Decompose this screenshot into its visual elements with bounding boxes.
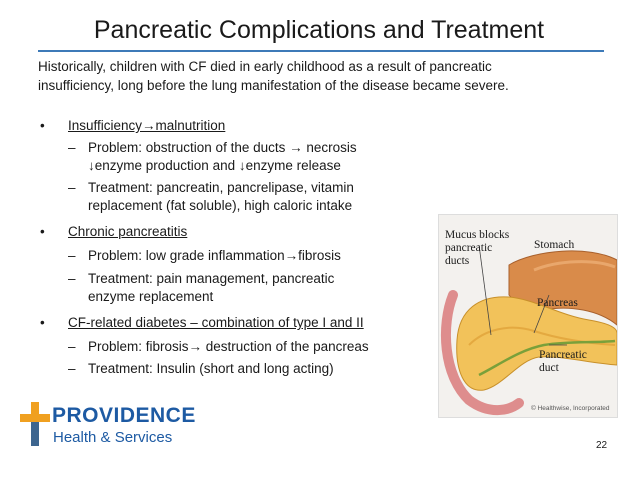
label-line: Pancreatic xyxy=(539,349,587,361)
page-number: 22 xyxy=(596,440,608,451)
intro-paragraph xyxy=(38,57,613,95)
sub-dash: – xyxy=(68,361,76,376)
figure-label-duct xyxy=(539,349,587,375)
logo-subtitle: Health & Services xyxy=(53,429,173,446)
label-line: ducts xyxy=(445,255,470,267)
figure-label-stomach: Stomach xyxy=(534,239,575,251)
bullet-dot: • xyxy=(40,118,45,133)
sub-line: Problem: obstruction of the ducts → necrosis xyxy=(88,140,357,155)
figure-label-mucus xyxy=(445,229,509,268)
slide-title: Pancreatic Complications and Treatment xyxy=(93,16,545,44)
sub-dash: – xyxy=(68,248,76,263)
intro-line-1: Historically, children with CF died in early childhood as a result of pancreatic xyxy=(38,59,492,74)
label-line: Mucus blocks xyxy=(445,229,510,241)
sub-dash: – xyxy=(68,339,76,354)
sub-line: Treatment: Insulin (short and long acting) xyxy=(88,361,334,376)
bullet-label: CF-related diabetes – combination of type I and II xyxy=(68,315,364,330)
intro-line-2: insufficiency, long before the lung manifestation of the disease became severe. xyxy=(38,78,509,93)
sub-dash: – xyxy=(68,271,76,286)
bullet-dot: • xyxy=(40,224,45,239)
sub-line: ↓enzyme production and ↓enzyme release xyxy=(88,158,341,173)
sub-line: replacement (fat soluble), high caloric intake xyxy=(88,198,353,213)
sub-line: Treatment: pain management, pancreatic xyxy=(88,271,335,286)
sub-line: Treatment: pancreatin, pancrelipase, vitamin xyxy=(88,180,354,195)
sub-line: Problem: low grade inflammation→fibrosis xyxy=(88,248,341,263)
bullet-dot: • xyxy=(40,315,45,330)
title-divider xyxy=(38,50,604,52)
bullet-label: Insufficiency→malnutrition xyxy=(68,118,226,133)
pancreas-illustration xyxy=(438,214,618,418)
label-line: pancreatic xyxy=(445,242,493,254)
sub-line: enzyme replacement xyxy=(88,289,214,304)
figure-label-pancreas: Pancreas xyxy=(537,297,578,309)
sub-line: Problem: fibrosis→ destruction of the pancreas xyxy=(88,339,369,354)
figure-credit: © Healthwise, Incorporated xyxy=(531,405,610,412)
label-line: duct xyxy=(539,362,559,374)
sub-dash: – xyxy=(68,180,76,195)
bullet-label: Chronic pancreatitis xyxy=(68,224,188,239)
sub-dash: – xyxy=(68,140,76,155)
logo-name: PROVIDENCE xyxy=(52,404,196,427)
cross-logo-icon xyxy=(20,402,50,446)
